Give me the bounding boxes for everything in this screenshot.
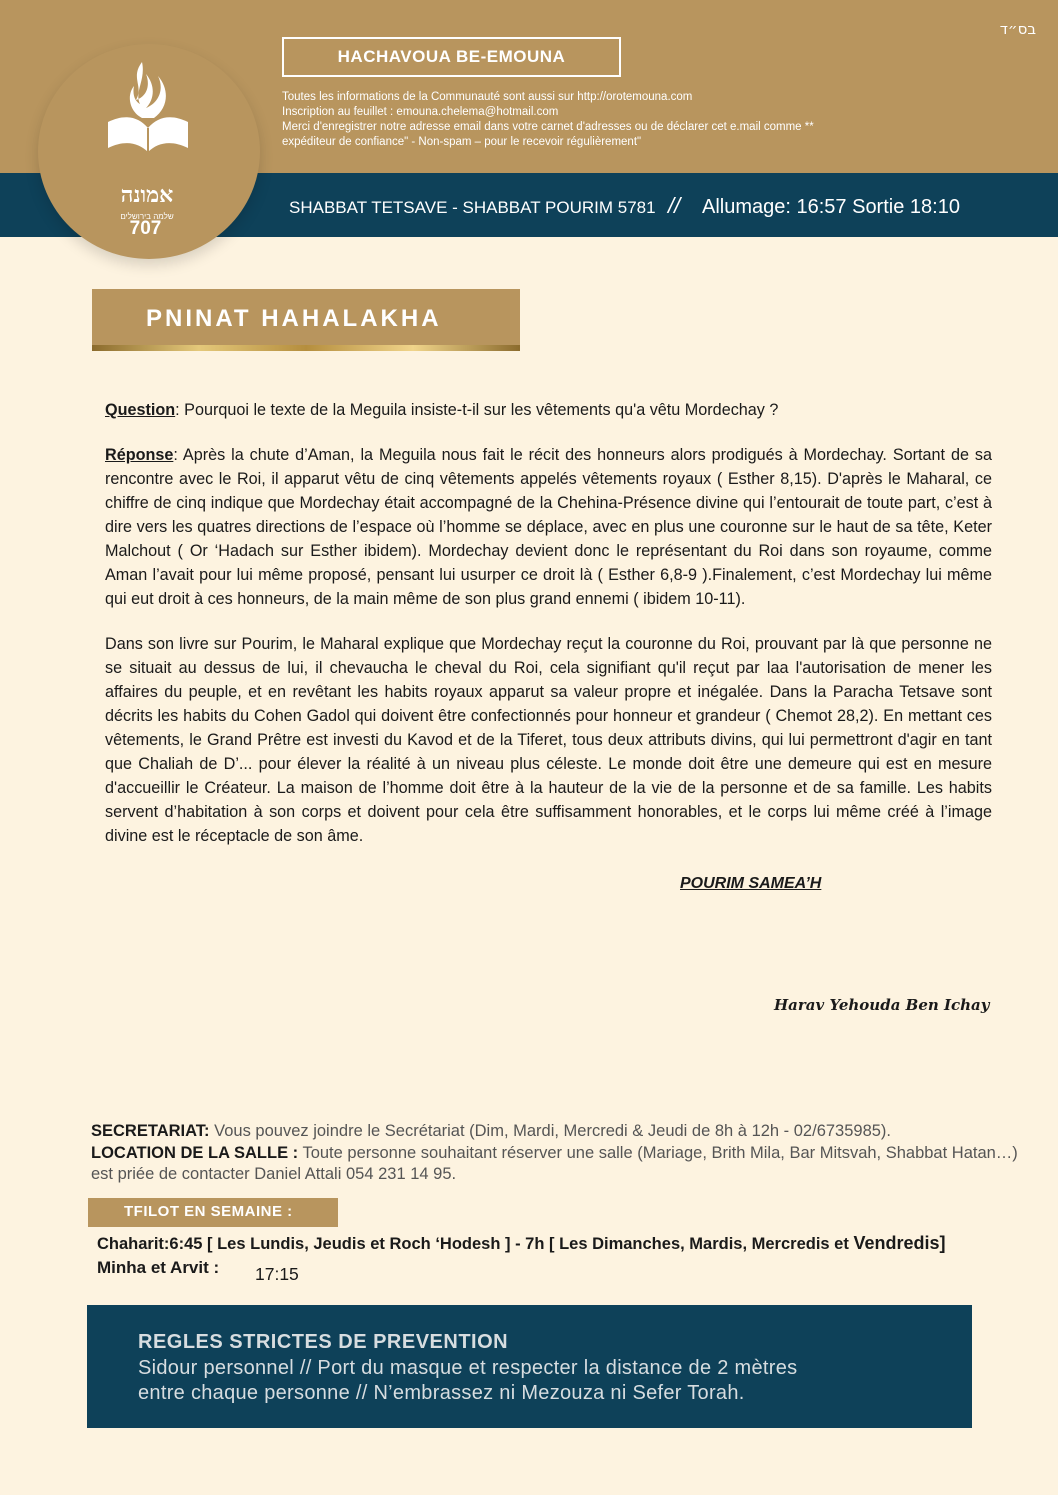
question-label: Question — [105, 401, 176, 419]
newsletter-title: HACHAVOUA BE-EMOUNA — [282, 37, 621, 77]
secretariat-label: SECRETARIAT: — [91, 1122, 210, 1140]
answer-paragraph — [105, 443, 992, 611]
answer-label: Réponse — [105, 446, 174, 464]
prevention-line: Sidour personnel // Port du masque et respecter la distance de 2 mètres — [138, 1357, 798, 1379]
chaharit-text: Chaharit:6:45 [ Les Lundis, Jeudis et Roch ‘Hodesh ] - 7h [ Les Dimanches, Mardis, Mercredis et — [97, 1235, 854, 1253]
info-line: Merci d'enregistrer notre adresse email dans votre carnet d'adresses ou de déclarer cet e.mail comme ** — [282, 121, 814, 133]
prevention-line: entre chaque personne // N’embrassez ni Mezouza ni Sefer Torah. — [138, 1382, 745, 1404]
secretariat-block — [91, 1121, 1031, 1186]
prevention-box — [87, 1305, 972, 1428]
torah-flame-icon — [100, 56, 196, 176]
location-label: LOCATION DE LA SALLE : — [91, 1143, 299, 1162]
secretariat-text: Vous pouvez joindre le Secrétariat (Dim, Mardi, Mercredi & Jeudi de 8h à 12h - 02/6735985). — [209, 1122, 892, 1140]
article-body — [105, 398, 992, 869]
minha-time: 17:15 — [255, 1264, 299, 1284]
parasha-name: SHABBAT TETSAVE - SHABBAT POURIM 5781 — [289, 198, 656, 217]
minha-label: Minha et Arvit : — [97, 1258, 220, 1277]
location-text: Toute personne souhaitant réserver une salle (Mariage, Brith Mila, Bar Mitsvah, Shabbat Hatan…) est priée de contacter Daniel Attali 054 231 14 95. — [91, 1143, 1018, 1183]
section-underline — [92, 345, 520, 351]
info-block — [282, 90, 942, 150]
info-line: Inscription au feuillet : emouna.chelema@hotmail.com — [282, 106, 559, 118]
chaharit-end: Vendredis] — [853, 1233, 946, 1253]
author-signature: Harav Yehouda Ben Ichay — [774, 996, 990, 1014]
closing-greeting: POURIM SAMEA’H — [680, 875, 822, 892]
question-text: : Pourquoi le texte de la Meguila insiste-t-il sur les vêtements qu'a vêtu Mordechay ? — [175, 401, 779, 419]
info-line: Toutes les informations de la Communauté sont aussi sur http://orotemouna.com — [282, 91, 693, 103]
shabbat-times: Allumage: 16:57 Sortie 18:10 — [702, 196, 960, 218]
info-line: expéditeur de confiance" - Non-spam – pour le recevoir régulièrement" — [282, 136, 642, 148]
chaharit-schedule — [97, 1233, 945, 1254]
issue-number: 707 — [129, 218, 162, 239]
logo-badge — [38, 44, 260, 259]
bsd-mark: בס״ד — [999, 20, 1036, 38]
second-paragraph: Dans son livre sur Pourim, le Maharal explique que Mordechay reçut la couronne du Roi, prouvant par là que personne ne se situait au dessus de lui, il chevaucha le cheval du Roi, cela signifiant qu'il reçut par laa l'autorisation de mener les affaires du peuple, et en revêtant les habits royaux apparut sa valeur propre et inégalée. Dans la Paracha Tetsave sont décrits les habits du Cohen Gadol qui doivent être confectionnés pour honneur et grandeur ( Chemot 28,2). En mettant ces vêtements, le Grand Prêtre est investi du Kavod et de la Tiferet, tous deux attributs divins, qui lui permettront d'agir en tant que Chaliah de D’... pour élever la réalité à un niveau plus céleste. Le monde doit être une demeure qui est en mesure d'accueillir le Créateur. La maison de l’homme doit être à la hauteur de la vie de la personne et de sa famille. Les habits servent d’habitation à son corps et doivent pour cela être suffisamment honorables, et le corps lui même créé à l’image divine est le réceptacle de son âme. — [105, 635, 992, 845]
logo-wordmark: אמונה — [120, 182, 174, 208]
logo-subtitle: שלמה בירושלים — [120, 212, 174, 221]
prevention-title: REGLES STRICTES DE PREVENTION — [138, 1331, 509, 1353]
header-separator: // — [668, 193, 681, 218]
section-title: PNINAT HAHALAKHA — [92, 289, 520, 349]
answer-text: : Après la chute d’Aman, la Meguila nous fait le récit des honneurs alors prodigués à Mordechay. Sortant de sa rencontre avec le Roi, il apparut vêtu de cinq vêtements appelés vêtements royaux ( Esther 8,15). D'après le Maharal, ce chiffre de cinq indique que Mordechay était accompagné de la Chehina-Présence divine qui l’entourait de toute part, c’est à dire vers les quatres directions de l’espace où l’homme se déplace, avec en plus une couronne sur le haut de sa tête, Keter Malchout ( Or ‘Hadach sur Esther ibidem). Mordechay devient donc le représentant du Roi dans son royaume, comme Aman l’avait pour lui même proposé, pensant lui usurper ce droit là ( Esther 6,8-9 ).Finalement, c’est Mordechay lui même qui eut droit à ces honneurs, de la main même de son plus grand ennemi ( ibidem 10-11). — [105, 446, 992, 608]
tfilot-title: TFILOT EN SEMAINE : — [124, 1203, 293, 1220]
question-paragraph — [105, 398, 992, 422]
